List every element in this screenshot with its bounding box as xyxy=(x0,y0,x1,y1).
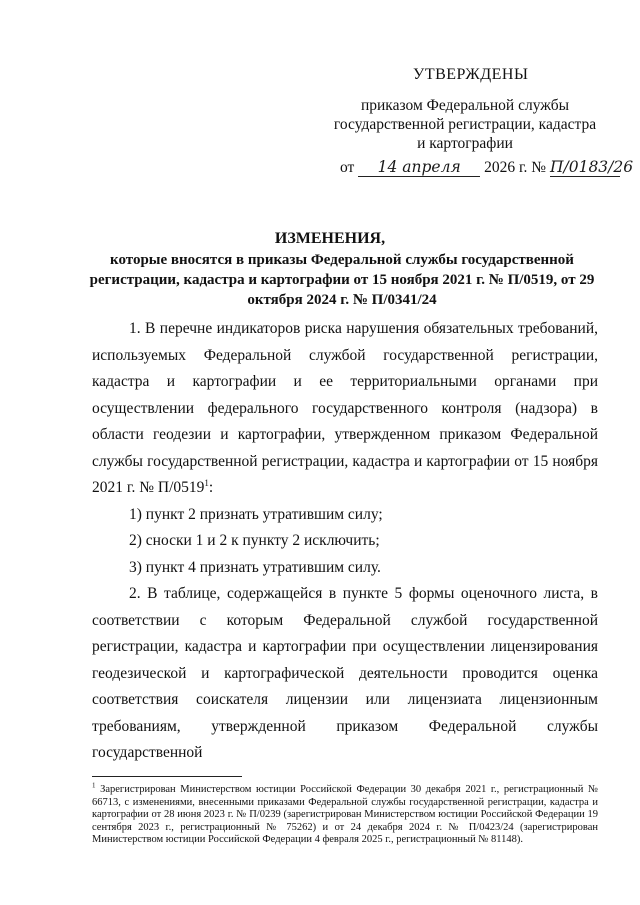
footnote-marker: 1 xyxy=(92,781,96,790)
footnote xyxy=(92,781,598,847)
document-subtitle: которые вносятся в приказы Федеральной службы государственной регистрации, кадастра и картографии от 15 ноября 2021 г. № П/0519, от 29 октября 2024 г. № П/0341/24 xyxy=(89,252,595,308)
paragraph-1-end: : xyxy=(208,479,214,496)
footnote-ref: 1 xyxy=(204,477,209,488)
document-heading: ИЗМЕНЕНИЯ, xyxy=(274,230,386,247)
paragraph-1-text: 1. В перечне индикаторов риска нарушения обязательных требований, используемых Федеральной службой государственной регистрации, кадастра и картографии и ее территориальными органами при осуществлении федерального государственного контроля (надзора) в области геодезии и картографии, утвержденном приказом Федеральной службы государственной регистрации, кадастра и картографии от 15 ноября 2021 г. № П/0519 xyxy=(92,320,598,496)
paragraph-2: 2. В таблице, содержащейся в пункте 5 формы оценочного листа, в соответствии с которым Федеральной службой государственной регистрации, кадастра и картографии при осуществлении лицензирования геодезической и картографической деятельности проводится оценка соответствия соискателя лицензии или лицензиата лицензионным требованиям, утвержденной приказом Федеральной службы государственной xyxy=(92,585,598,761)
handwritten-order-number: П/0183/26 xyxy=(549,158,634,176)
date-prefix: от xyxy=(340,159,355,176)
document-body xyxy=(92,316,598,767)
list-item: 2) сноски 1 и 2 к пункту 2 исключить; xyxy=(129,532,380,549)
order-date-line xyxy=(340,158,634,177)
approval-authority: приказом Федеральной службы государственной регистрации, кадастра и картографии xyxy=(333,97,597,152)
paragraph-1 xyxy=(92,316,598,502)
date-year: 2026 г. № xyxy=(484,159,547,176)
footnote-text: Зарегистрирован Министерством юстиции Российской Федерации 30 декабря 2021 г., регистрационный № 66713, с изменениями, внесенными приказами Федеральной службы государственной регистрации, кадастра и картографии от 28 июня 2023 г. № П/0239 (зарегистрирован Министерством юстиции Российской Федерации 19 сентября 2023 г., регистрационный № 75262) и от 24 декабря 2024 г. № П/0423/24 (зарегистрирован Министерством юстиции Российской Федерации 4 февраля 2025 г., регистрационный № 81148). xyxy=(92,784,598,845)
handwritten-date: 14 апреля xyxy=(358,158,480,177)
list-item: 3) пункт 4 признать утратившим силу. xyxy=(129,558,381,576)
list-item: 1) пункт 2 признать утратившим силу; xyxy=(129,505,383,523)
footnote-divider xyxy=(92,776,242,777)
approved-label: УТВЕРЖДЕНЫ xyxy=(413,66,529,83)
